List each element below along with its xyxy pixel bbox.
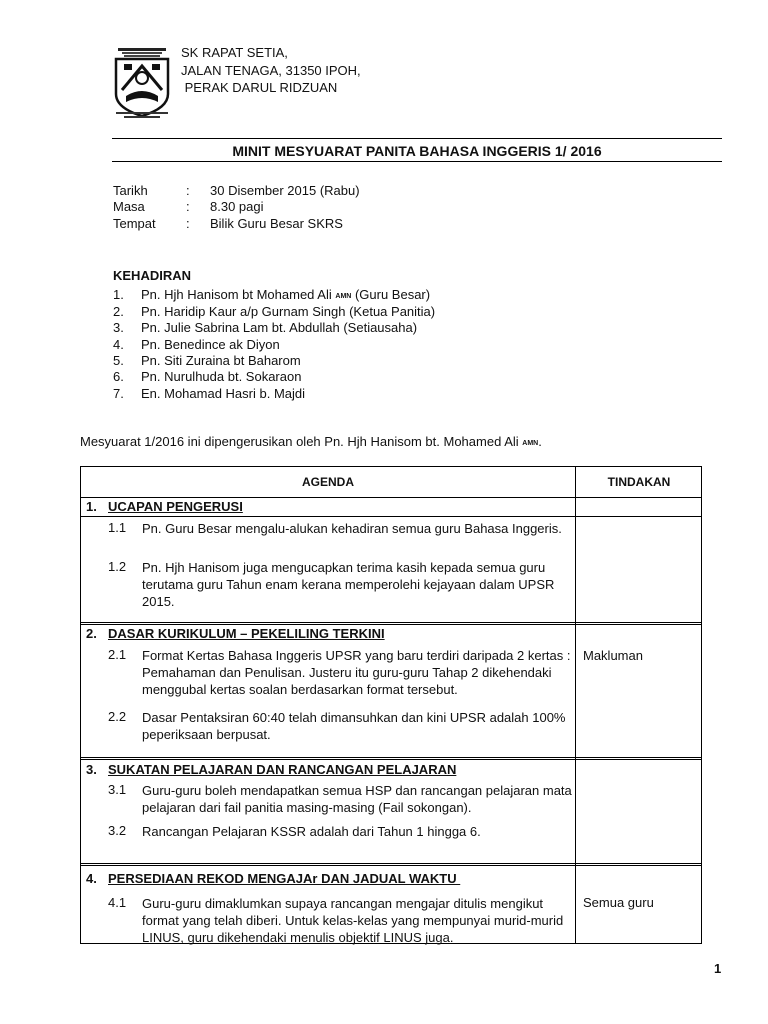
item-number: 2.1: [108, 647, 127, 662]
section-number: 4.: [86, 871, 97, 886]
attendance-num: 5.: [113, 353, 124, 368]
action-cell: Semua guru: [583, 895, 654, 910]
section-title: DASAR KURIKULUM – PEKELILING TERKINI: [108, 626, 385, 641]
meta-sep: :: [186, 216, 190, 231]
action-cell: Makluman: [583, 648, 643, 663]
item-text: Format Kertas Bahasa Inggeris UPSR yang baru terdiri daripada 2 kertas : Pemahaman dan Penulisan. Justeru itu guru-guru Tahap 2 dikehendaki menggubal kertas soalan berdasarkan format tersebut.: [142, 648, 571, 697]
section-number: 1.: [86, 499, 97, 514]
section-heading: [86, 626, 385, 641]
meta-value-date: 30 Disember 2015 (Rabu): [210, 183, 360, 198]
address-line-1: SK RAPAT SETIA,: [181, 45, 288, 60]
attendance-name-text: Pn. Hjh Hanisom bt Mohamed Ali: [141, 287, 332, 302]
section-heading: [86, 499, 243, 514]
title-rule-top: [112, 138, 722, 139]
section-number: 3.: [86, 762, 97, 777]
item-text: Dasar Pentaksiran 60:40 telah dimansuhkan dan kini UPSR adalah 100% peperiksaan berpusat.: [142, 710, 566, 742]
attendance-name: [141, 287, 430, 302]
attendance-name: Pn. Julie Sabrina Lam bt. Abdullah (Setiausaha): [141, 320, 418, 335]
item-text: Guru-guru boleh mendapatkan semua HSP dan rancangan pelajaran mata pelajaran dari fail panitia masing-masing (Fail sokongan).: [142, 783, 572, 815]
chair-statement-text: Mesyuarat 1/2016 ini dipengerusikan oleh Pn. Hjh Hanisom bt. Mohamed Ali: [80, 434, 519, 449]
table-column-divider: [575, 466, 576, 944]
address-line-3: PERAK DARUL RIDZUAN: [181, 80, 338, 95]
section-rule: [80, 759, 702, 760]
meta-sep: :: [186, 199, 190, 214]
attendance-num: 4.: [113, 337, 124, 352]
section-rule: [80, 757, 702, 758]
attendance-num: 1.: [113, 287, 124, 302]
item-text: Guru-guru dimaklumkan supaya rancangan mengajar ditulis mengikut format yang telah diberi. Untuk kelas-kelas yang mempunyai murid-murid LINUS, guru dikehendaki menulis objektif LINUS juga.: [142, 896, 564, 945]
attendance-name: Pn. Haridip Kaur a/p Gurnam Singh (Ketua Panitia): [141, 304, 436, 319]
section-heading: [86, 871, 460, 886]
section-title: SUKATAN PELAJARAN DAN RANCANGAN PELAJARAN: [108, 762, 457, 777]
school-crest-logo: [112, 46, 172, 122]
section-title: UCAPAN PENGERUSI: [108, 499, 243, 514]
meta-sep: :: [186, 183, 190, 198]
attendance-heading: KEHADIRAN: [113, 268, 191, 283]
item-text: Pn. Hjh Hanisom juga mengucapkan terima kasih kepada semua guru terutama guru Tahun enam kerana memperolehi kejayaan dalam UPSR 2015.: [142, 560, 555, 609]
table-header-rule: [80, 497, 702, 498]
attendance-num: 6.: [113, 369, 124, 384]
document-title: MINIT MESYUARAT PANITA BAHASA INGGERIS 1/ 2016: [232, 143, 602, 159]
chair-statement-end: .: [538, 434, 542, 449]
item-number: 3.2: [108, 823, 127, 838]
honorific-abbrev: AMN: [335, 293, 352, 300]
section-rule: [80, 865, 702, 866]
item-text: Pn. Guru Besar mengalu-alukan kehadiran semua guru Bahasa Inggeris.: [142, 521, 562, 536]
attendance-name: Pn. Nurulhuda bt. Sokaraon: [141, 369, 302, 384]
section-rule: [80, 863, 702, 864]
item-number: 3.1: [108, 782, 127, 797]
section-heading: [86, 762, 456, 777]
meta-label-time: Masa: [113, 199, 145, 214]
attendance-role: (Guru Besar): [351, 287, 431, 302]
attendance-name: Pn. Benedince ak Diyon: [141, 337, 280, 352]
chair-statement: [80, 434, 542, 449]
section-rule: [80, 516, 702, 517]
section-number: 2.: [86, 626, 97, 641]
title-rule-bottom: [112, 161, 722, 162]
attendance-num: 2.: [113, 304, 124, 319]
section-rule: [80, 622, 702, 623]
attendance-num: 7.: [113, 386, 124, 401]
meta-value-place: Bilik Guru Besar SKRS: [210, 216, 343, 231]
attendance-num: 3.: [113, 320, 124, 335]
section-rule: [80, 624, 702, 625]
attendance-name: Pn. Siti Zuraina bt Baharom: [141, 353, 301, 368]
item-number: 1.2: [108, 559, 127, 574]
header-agenda: AGENDA: [301, 475, 354, 489]
meta-value-time: 8.30 pagi: [210, 199, 264, 214]
item-number: 4.1: [108, 895, 127, 910]
attendance-name: En. Mohamad Hasri b. Majdi: [141, 386, 306, 401]
item-text: Rancangan Pelajaran KSSR adalah dari Tahun 1 hingga 6.: [142, 824, 481, 839]
section-title: PERSEDIAAN REKOD MENGAJAr DAN JADUAL WAKTU: [108, 871, 461, 886]
honorific-abbrev: AMN: [522, 440, 539, 447]
header-action: TINDAKAN: [607, 475, 671, 489]
page-number: 1: [714, 961, 722, 976]
address-line-2: JALAN TENAGA, 31350 IPOH,: [181, 63, 361, 78]
item-number: 1.1: [108, 520, 127, 535]
meta-label-place: Tempat: [113, 216, 156, 231]
meta-label-date: Tarikh: [113, 183, 148, 198]
item-number: 2.2: [108, 709, 127, 724]
